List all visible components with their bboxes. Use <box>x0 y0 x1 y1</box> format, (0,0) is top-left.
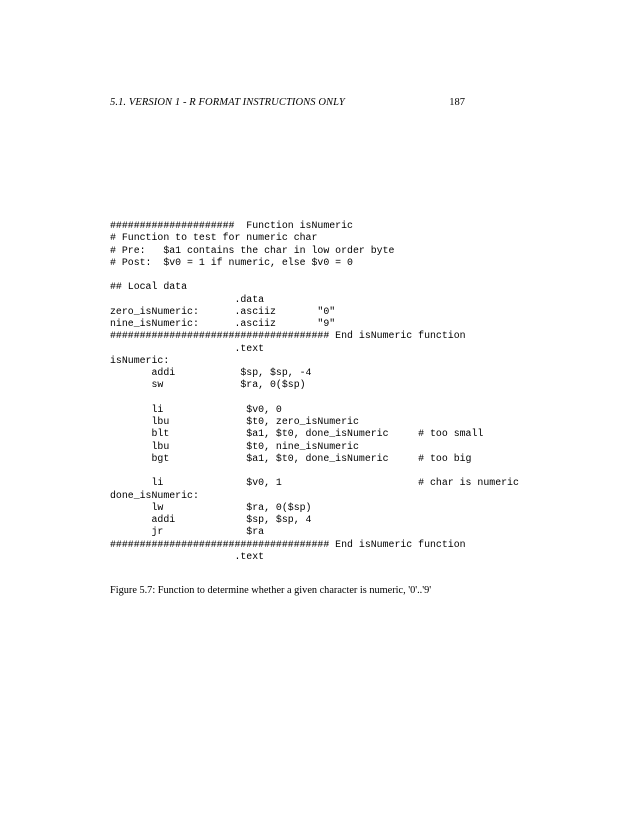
code-line: sw $ra, 0($sp) <box>110 379 306 391</box>
page-header <box>110 97 465 108</box>
code-line: isNumeric: <box>110 354 170 366</box>
code-line: ##################### Function isNumeric <box>110 220 353 231</box>
code-line: ##################################### End isNumeric function <box>110 538 466 550</box>
figure-caption: Figure 5.7: Function to determine whether a given character is numeric, '0'..'9' <box>110 585 432 596</box>
code-line: ##################################### End isNumeric function <box>110 330 466 342</box>
code-line: ## Local data <box>110 281 188 293</box>
code-blank-line <box>110 269 519 281</box>
code-line: nine_isNumeric: .asciiz "9" <box>110 318 336 329</box>
code-line: # Function to test for numeric char <box>110 232 318 244</box>
code-line: .text <box>110 550 265 562</box>
code-line: done_isNumeric: <box>110 489 199 501</box>
code-listing <box>110 220 519 563</box>
code-line: addi $sp, $sp, 4 <box>110 514 312 525</box>
page-number: 187 <box>449 97 465 108</box>
code-line: bgt $a1, $t0, done_isNumeric # too big <box>110 452 472 464</box>
code-line: li $v0, 0 <box>110 403 282 415</box>
code-line: zero_isNumeric: .asciiz "0" <box>110 305 336 317</box>
code-line: lbu $t0, zero_isNumeric <box>110 416 359 427</box>
code-line: lw $ra, 0($sp) <box>110 501 312 513</box>
code-line: blt $a1, $t0, done_isNumeric # too small <box>110 428 484 440</box>
code-line: lbu $t0, nine_isNumeric <box>110 440 359 452</box>
code-line: jr $ra <box>110 526 265 538</box>
code-line: .data <box>110 293 265 305</box>
code-blank-line <box>110 392 519 404</box>
code-line: # Post: $v0 = 1 if numeric, else $v0 = 0 <box>110 256 353 268</box>
code-line: # Pre: $a1 contains the char in low order byte <box>110 244 395 256</box>
code-line: addi $sp, $sp, -4 <box>110 367 312 378</box>
code-line: .text <box>110 342 265 354</box>
code-blank-line <box>110 465 519 477</box>
running-head: 5.1. VERSION 1 - R FORMAT INSTRUCTIONS ONLY <box>110 97 345 108</box>
code-line: li $v0, 1 # char is numeric <box>110 477 519 489</box>
